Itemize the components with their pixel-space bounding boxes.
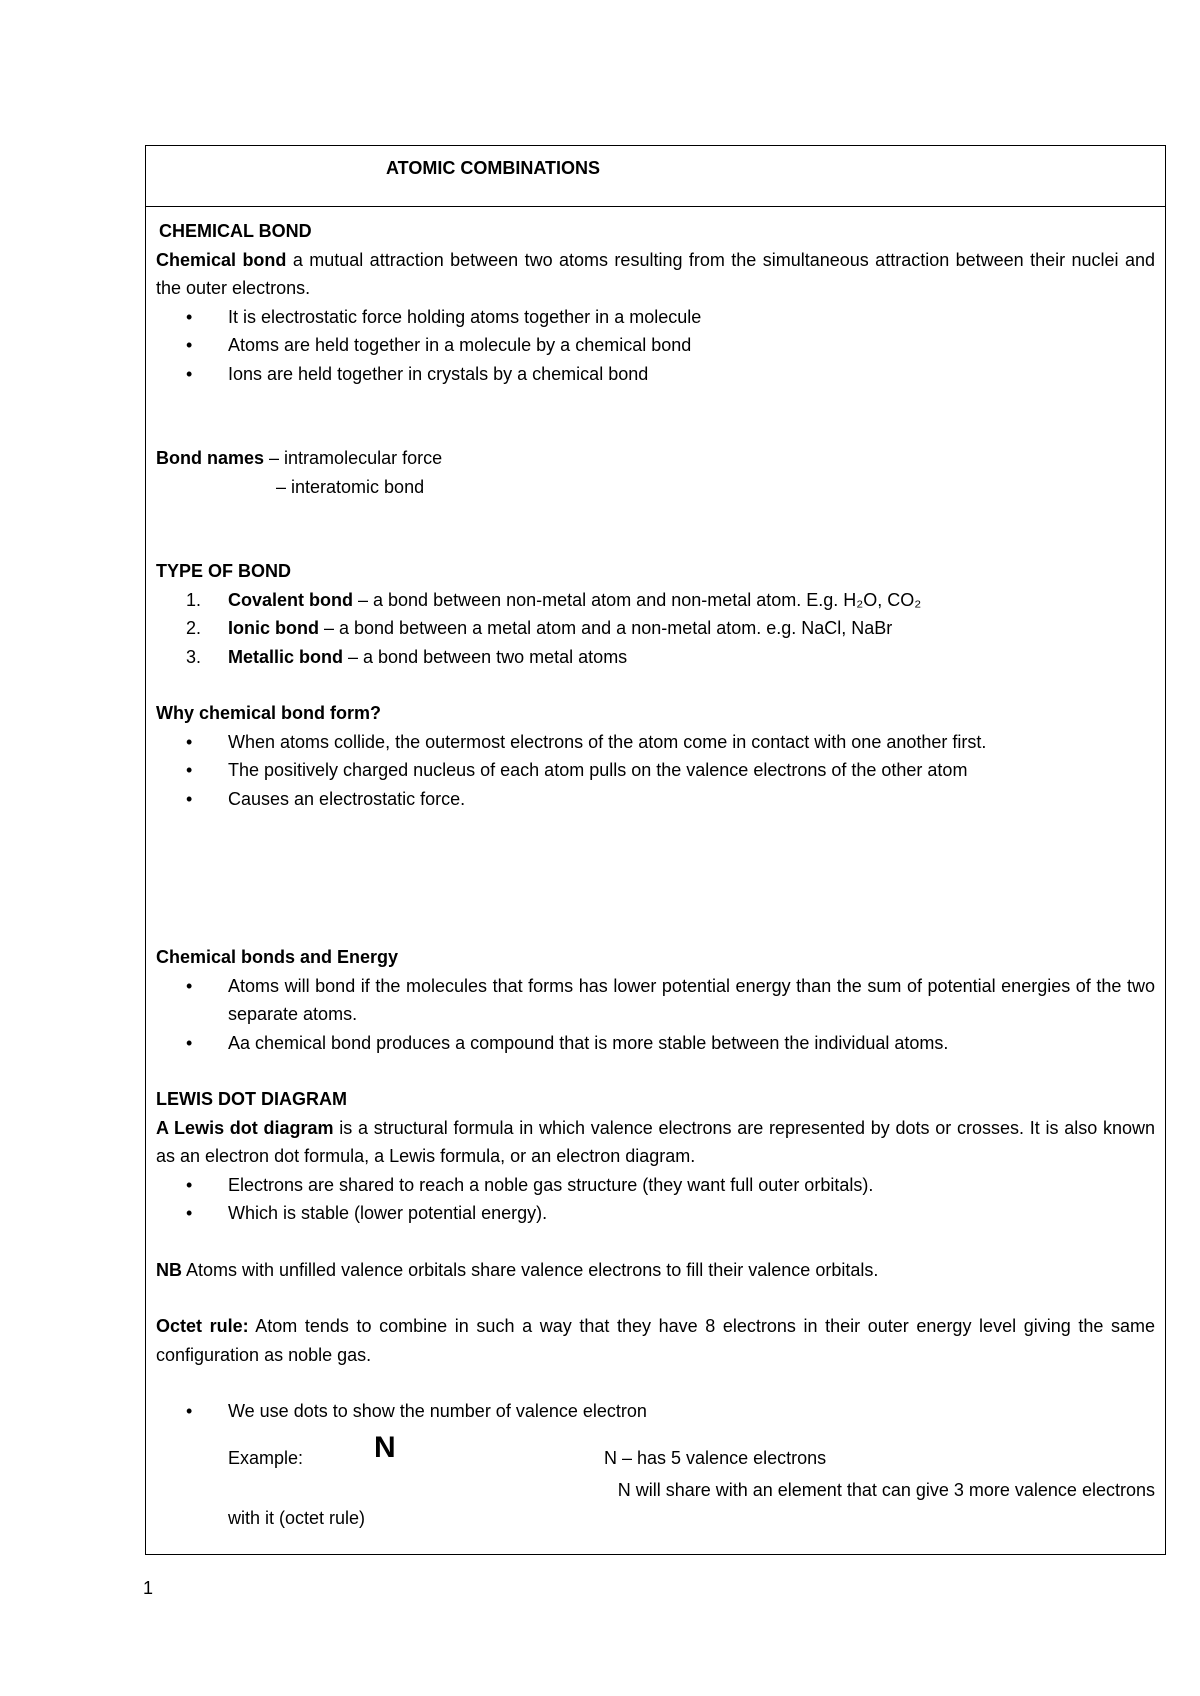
list-item: • Which is stable (lower potential energy). [156,1199,1155,1228]
example-share-cont: with it (octet rule) [228,1508,366,1528]
item-number: 1. [186,589,202,610]
nb-term: NB [156,1259,182,1280]
octet-text: Atom tends to combine in such a way that they have 8 electrons in their outer energy level giving the same configuration as noble gas. [156,1316,1155,1365]
why-form-heading: Why chemical bond form? [156,703,382,723]
item-text: – a bond between non-metal atom and non-metal atom. E.g. H₂O, CO₂ [353,589,922,610]
example-valence: N – has 5 valence electrons [604,1447,827,1468]
example-label: Example: [228,1447,304,1468]
example-symbol: N [374,1430,396,1464]
item-term: Covalent bond [228,589,353,610]
type-of-bond-list [156,586,1155,672]
chemical-bond-list [156,303,1155,389]
content-cell [146,207,1165,1533]
item-term: Metallic bond [228,646,344,667]
item-text: – a bond between two metal atoms [343,646,628,667]
document-frame [145,145,1166,1555]
lewis-definition [156,1114,1155,1171]
item-text: – a bond between a metal atom and a non-metal atom. e.g. NaCl, NaBr [318,618,893,638]
item-number: 3. [186,646,202,667]
list-item: • Atoms will bond if the molecules that forms has lower potential energy than the sum of potential energies of the two separate atoms. [156,972,1155,1029]
energy-heading: Chemical bonds and Energy [156,947,399,967]
energy-list [156,972,1155,1058]
list-item: • Aa chemical bond produces a compound that is more stable between the individual atoms. [156,1029,1155,1058]
bond-names-line2: – interatomic bond [276,476,425,497]
list-item: • Causes an electrostatic force. [156,785,1155,814]
list-item [156,614,1155,643]
chemical-bond-definition [156,246,1155,303]
lewis-heading: LEWIS DOT DIAGRAM [156,1089,347,1109]
bond-names-line1 [156,444,1155,473]
bond-names-text1: – intramolecular force [264,448,443,468]
list-item [156,586,1155,615]
nb-text: Atoms with unfilled valence orbitals share valence electrons to fill their valence orbitals. [182,1259,879,1280]
why-form-list [156,728,1155,814]
chemical-bond-heading: CHEMICAL BOND [159,221,312,241]
list-item: • When atoms collide, the outermost electrons of the atom come in contact with one another first. [156,728,1155,757]
example-share: N will share with an element that can give 3 more valence electrons [617,1479,1155,1500]
item-number: 2. [186,618,202,638]
example-row [156,1430,1155,1476]
page-title: ATOMIC COMBINATIONS [386,158,600,178]
title-cell [146,146,1165,207]
dots-list [156,1397,1155,1426]
lewis-text: is a structural formula in which valence electrons are represented by dots or crosses. It is also known as an electron dot formula, a Lewis formula, or an electron diagram. [156,1117,1155,1166]
nb-note [156,1256,1155,1285]
chemical-bond-text: a mutual attraction between two atoms resulting from the simultaneous attraction between their nuclei and the outer electrons. [156,249,1155,298]
list-item: • It is electrostatic force holding atoms together in a molecule [156,303,1155,332]
bond-names-term: Bond names [156,448,265,468]
list-item: • Atoms are held together in a molecule by a chemical bond [156,331,1155,360]
page-number: 1 [143,1578,154,1598]
list-item [156,643,1155,672]
lewis-list [156,1171,1155,1228]
octet-term: Octet rule: [156,1316,249,1336]
lewis-term: A Lewis dot diagram [156,1117,334,1138]
list-item: • The positively charged nucleus of each atom pulls on the valence electrons of the other atom [156,756,1155,785]
list-item: • Electrons are shared to reach a noble gas structure (they want full outer orbitals). [156,1171,1155,1200]
list-item: • We use dots to show the number of valence electron [156,1397,1155,1426]
octet-rule [156,1312,1155,1369]
item-term: Ionic bond [228,618,319,638]
chemical-bond-term: Chemical bond [156,249,287,270]
list-item: • Ions are held together in crystals by a chemical bond [156,360,1155,389]
type-of-bond-heading: TYPE OF BOND [156,561,292,581]
